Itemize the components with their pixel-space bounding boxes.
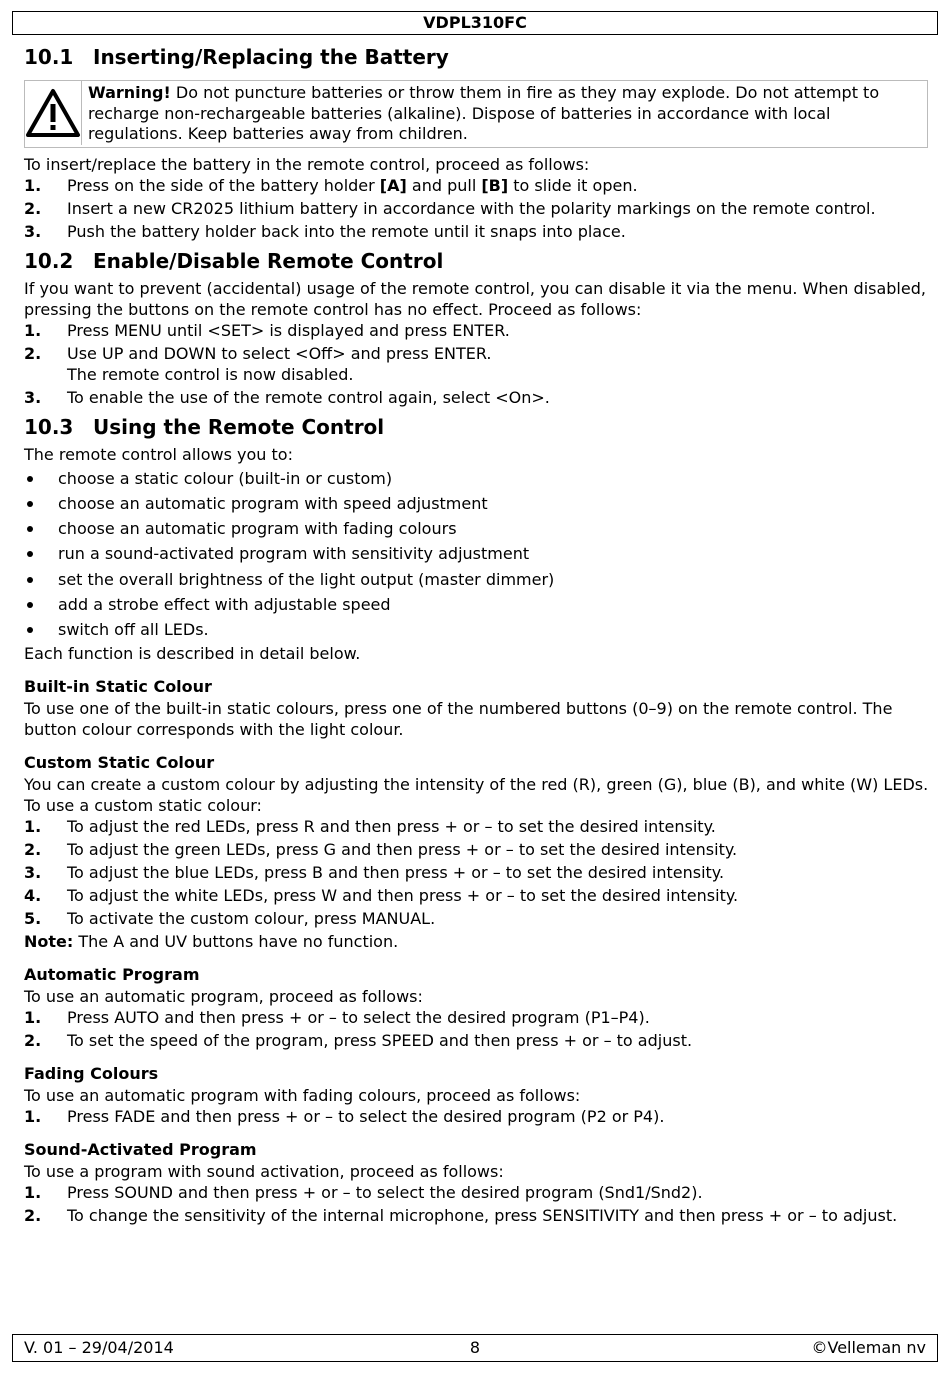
step-text: To activate the custom colour, press MANUAL. [67,908,436,928]
warning-text [82,81,927,147]
section-number: 10.1 [24,45,74,69]
list-item [24,885,930,906]
list-item [24,1106,930,1127]
step-number: 1. [24,1007,42,1027]
list-item [24,320,930,341]
section-title: Using the Remote Control [93,414,385,439]
list-item: run a sound-activated program with sensitivity adjustment [24,542,930,567]
step-text: Press MENU until <SET> is displayed and press ENTER. [67,320,510,340]
steps-list [24,320,930,408]
step-number: 1. [24,816,42,836]
intro-text: To use an automatic program with fading colours, proceed as follows: [24,1085,581,1105]
version-date: V. 01 – 29/04/2014 [24,1338,174,1357]
intro-text: To use an automatic program, proceed as follows: [24,986,423,1006]
list-item [24,1007,930,1028]
section-heading-10-1 [24,40,930,74]
step-number: 3. [24,221,42,241]
body-text: To use one of the built-in static colours, press one of the numbered buttons (0–9) on the remote control. The button colour corresponds with the light colour. [24,698,893,739]
section-number: 10.2 [24,248,74,273]
section-title: Enable/Disable Remote Control [93,248,444,273]
feature-list [24,467,930,644]
step-number: 2. [24,1205,42,1225]
step-text: Push the battery holder back into the remote until it snaps into place. [67,221,626,241]
step-text: to slide it open. [508,175,638,195]
step-text: Press AUTO and then press + or – to select the desired program (P1–P4). [67,1007,650,1027]
section-heading-10-3 [24,410,930,444]
step-number: 4. [24,885,42,905]
step-text: To adjust the green LEDs, press G and then press + or – to set the desired intensity. [67,839,738,859]
list-item: choose a static colour (built-in or custom) [24,467,930,492]
steps-list [24,1007,930,1051]
warning-body: Do not puncture batteries or throw them in fire as they may explode. Do not attempt to recharge non-rechargeable batteries (alkaline). Dispose of batteries in accordance with local regulations. Keep batteries away from children. [88,83,880,143]
list-item [24,387,930,408]
model-name: VDPL310FC [423,13,527,32]
subheading-auto: Automatic Program [24,964,200,984]
list-item [24,839,930,860]
steps-list [24,1182,930,1226]
note-text [24,931,930,952]
step-number: 1. [24,175,42,195]
step-text: To adjust the white LEDs, press W and then press + or – to set the desired intensity. [67,885,739,905]
subheading-sound: Sound-Activated Program [24,1139,257,1159]
intro-text: To use a program with sound activation, proceed as follows: [24,1161,504,1181]
list-item: switch off all LEDs. [24,618,930,643]
step-text: Press SOUND and then press + or – to select the desired program (Snd1/Snd2). [67,1182,703,1202]
intro-text: You can create a custom colour by adjusting the intensity of the red (R), green (G), blue (B), and white (W) LEDs. To use a custom static colour: [24,774,929,815]
warning-label: Warning! [88,83,171,102]
step-text: To adjust the red LEDs, press R and then press + or – to set the desired intensity. [67,816,716,836]
warning-box [24,80,928,148]
intro-text: To insert/replace the battery in the remote control, proceed as follows: [24,154,590,174]
page-content [24,40,930,1228]
intro-text: The remote control allows you to: [24,444,293,464]
list-item [24,816,930,837]
step-number: 1. [24,1106,42,1126]
page-footer [12,1334,938,1362]
step-text: Press on the side of the battery holder [67,175,380,195]
list-item: set the overall brightness of the light output (master dimmer) [24,568,930,593]
step-number: 1. [24,1182,42,1202]
list-item: add a strobe effect with adjustable speed [24,593,930,618]
copyright: ©Velleman nv [811,1338,926,1357]
step-text: To adjust the blue LEDs, press B and then press + or – to set the desired intensity. [67,862,725,882]
step-text: The remote control is now disabled. [67,364,354,384]
note-label: Note: [24,931,74,951]
step-number: 5. [24,908,42,928]
list-item [24,198,930,219]
section-title: Inserting/Replacing the Battery [93,45,449,69]
step-text: Press FADE and then press + or – to select the desired program (P2 or P4). [67,1106,665,1126]
step-text: Use UP and DOWN to select <Off> and press ENTER. [67,343,492,363]
page-header [12,11,938,35]
steps-list [24,816,930,929]
step-key: [B] [481,175,509,195]
step-number: 2. [24,839,42,859]
list-item [24,862,930,883]
steps-list [24,1106,930,1127]
step-text: Insert a new CR2025 lithium battery in accordance with the polarity markings on the remote control. [67,198,876,218]
list-item [24,343,930,385]
list-item [24,908,930,929]
list-item [24,1205,930,1226]
list-item: choose an automatic program with fading colours [24,517,930,542]
warning-triangle-icon [25,88,81,138]
list-item [24,1182,930,1203]
step-number: 3. [24,862,42,882]
section-number: 10.3 [24,414,74,439]
section-heading-10-2 [24,244,930,278]
step-number: 2. [24,198,42,218]
step-number: 2. [24,1030,42,1050]
steps-list [24,175,930,242]
list-item [24,221,930,242]
list-item [24,175,930,196]
list-item [24,1030,930,1051]
step-number: 2. [24,343,42,363]
intro-text: If you want to prevent (accidental) usage of the remote control, you can disable it via the menu. When disabled, pressing the buttons on the remote control has no effect. Proceed as follows: [24,278,926,319]
note-body: The A and UV buttons have no function. [73,931,399,951]
list-item: choose an automatic program with speed adjustment [24,492,930,517]
step-number: 3. [24,387,42,407]
subheading-custom: Custom Static Colour [24,752,215,772]
step-text: To change the sensitivity of the internal microphone, press SENSITIVITY and then press + or – to adjust. [67,1205,898,1225]
step-text: To set the speed of the program, press SPEED and then press + or – to adjust. [67,1030,693,1050]
step-text: and pull [406,175,482,195]
subheading-builtin: Built-in Static Colour [24,676,212,696]
page-number: 8 [469,1338,481,1357]
subheading-fade: Fading Colours [24,1063,159,1083]
step-number: 1. [24,320,42,340]
outro-text: Each function is described in detail below. [24,643,361,663]
step-key: [A] [379,175,407,195]
warning-icon-cell [25,81,82,145]
step-text: To enable the use of the remote control again, select <On>. [67,387,550,407]
